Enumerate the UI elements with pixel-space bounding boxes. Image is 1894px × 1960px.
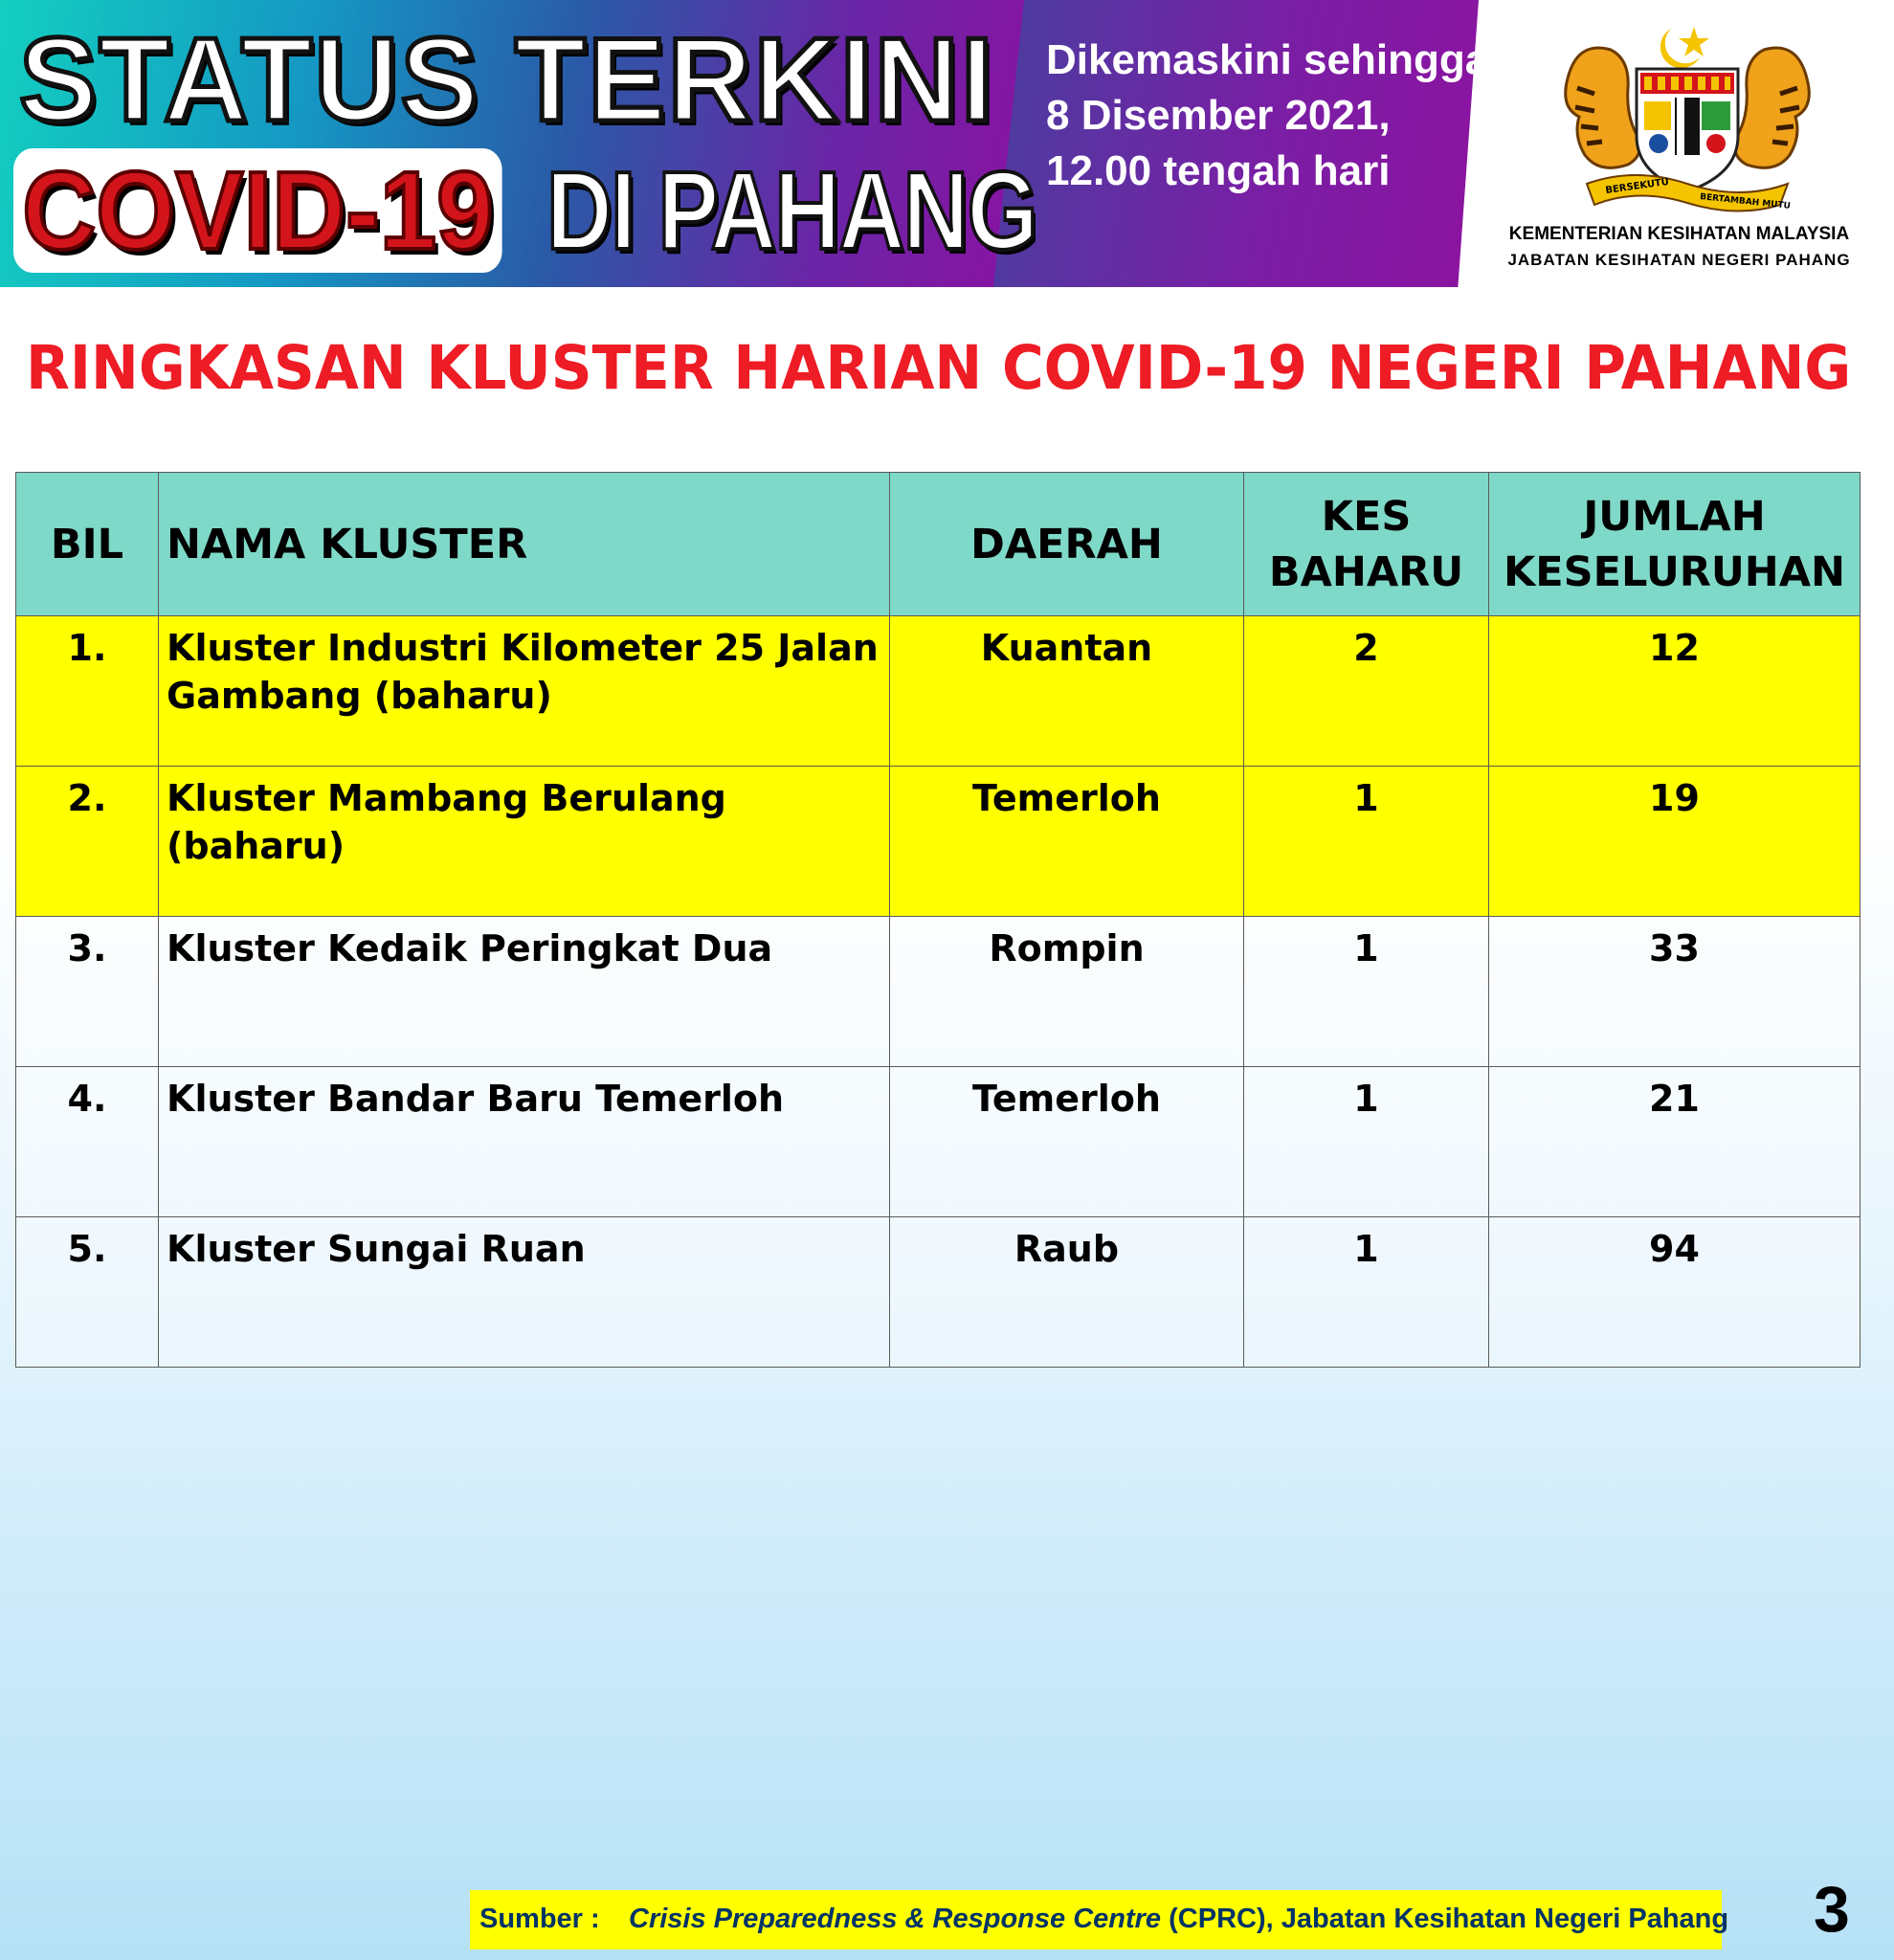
cell-district: Temerloh bbox=[890, 1067, 1244, 1217]
cell-new-cases: 1 bbox=[1244, 767, 1489, 917]
page-heading: RINGKASAN KLUSTER HARIAN COVID-19 NEGERI PAHANG bbox=[26, 333, 1852, 403]
cell-total: 19 bbox=[1489, 767, 1861, 917]
cell-bil: 1. bbox=[16, 616, 159, 767]
page-number: 3 bbox=[1814, 1873, 1850, 1946]
cell-new-cases: 2 bbox=[1244, 616, 1489, 767]
header-new-cases-line-2: BAHARU bbox=[1268, 547, 1464, 596]
cell-cluster-name: Kluster Kedaik Peringkat Dua bbox=[159, 917, 890, 1067]
updated-line-1: Dikemaskini sehingga bbox=[1046, 36, 1489, 83]
table-row bbox=[16, 917, 1861, 1067]
cell-district: Rompin bbox=[890, 917, 1244, 1067]
department-name: JABATAN KESIHATAN NEGERI PAHANG bbox=[1507, 251, 1851, 269]
updated-line-2: 8 Disember 2021, bbox=[1046, 92, 1391, 139]
cell-bil: 2. bbox=[16, 767, 159, 917]
title-covid: COVID-19 bbox=[13, 148, 502, 273]
ministry-name: KEMENTERIAN KESIHATAN MALAYSIA bbox=[1508, 224, 1850, 244]
cell-cluster-name: Kluster Sungai Ruan bbox=[159, 1217, 890, 1368]
cell-district: Kuantan bbox=[890, 616, 1244, 767]
table-row bbox=[16, 1217, 1861, 1368]
cell-cluster-name: Kluster Industri Kilometer 25 Jalan Gambang (baharu) bbox=[159, 616, 890, 767]
motto-right: BERTAMBAH MUTU bbox=[1699, 192, 1792, 212]
header-total bbox=[1489, 473, 1861, 616]
cell-district: Raub bbox=[890, 1217, 1244, 1368]
cell-total: 94 bbox=[1489, 1217, 1861, 1368]
cell-new-cases: 1 bbox=[1244, 1217, 1489, 1368]
cell-total: 12 bbox=[1489, 616, 1861, 767]
header-bil: BIL bbox=[16, 473, 159, 616]
header-new-cases-line-1: KES bbox=[1321, 492, 1412, 541]
header-total-line-2: KESELURUHAN bbox=[1503, 547, 1846, 596]
cell-bil: 4. bbox=[16, 1067, 159, 1217]
title-status-terkini: STATUS TERKINI bbox=[19, 12, 995, 146]
malaysia-coat-of-arms-icon bbox=[1549, 21, 1826, 212]
updated-line-3: 12.00 tengah hari bbox=[1046, 147, 1391, 194]
source-rest: (CPRC), Jabatan Kesihatan Negeri Pahang bbox=[1161, 1904, 1729, 1934]
cell-total: 21 bbox=[1489, 1067, 1861, 1217]
cell-cluster-name: Kluster Bandar Baru Temerloh bbox=[159, 1067, 890, 1217]
table-header-row bbox=[16, 473, 1861, 616]
cell-total: 33 bbox=[1489, 917, 1861, 1067]
source-note bbox=[470, 1890, 1729, 1949]
header-district: DAERAH bbox=[890, 473, 1244, 616]
cell-bil: 3. bbox=[16, 917, 159, 1067]
cell-new-cases: 1 bbox=[1244, 917, 1489, 1067]
cell-new-cases: 1 bbox=[1244, 1067, 1489, 1217]
header-new-cases bbox=[1244, 473, 1489, 616]
cluster-table bbox=[15, 472, 1861, 1368]
title-covid-di-pahang bbox=[13, 148, 1145, 273]
table-row bbox=[16, 767, 1861, 917]
motto-left: BERSEKUTU bbox=[1604, 176, 1670, 196]
source-label: Sumber : bbox=[479, 1904, 600, 1934]
updated-timestamp bbox=[1046, 33, 1489, 199]
cell-cluster-name: Kluster Mambang Berulang (baharu) bbox=[159, 767, 890, 917]
cell-bil: 5. bbox=[16, 1217, 159, 1368]
header-name: NAMA KLUSTER bbox=[159, 473, 890, 616]
table-row bbox=[16, 616, 1861, 767]
cell-district: Temerloh bbox=[890, 767, 1244, 917]
table-row bbox=[16, 1067, 1861, 1217]
header-total-line-1: JUMLAH bbox=[1583, 492, 1766, 541]
source-org: Crisis Preparedness & Response Centre bbox=[629, 1904, 1162, 1934]
title-place: DI PAHANG bbox=[546, 148, 1037, 273]
